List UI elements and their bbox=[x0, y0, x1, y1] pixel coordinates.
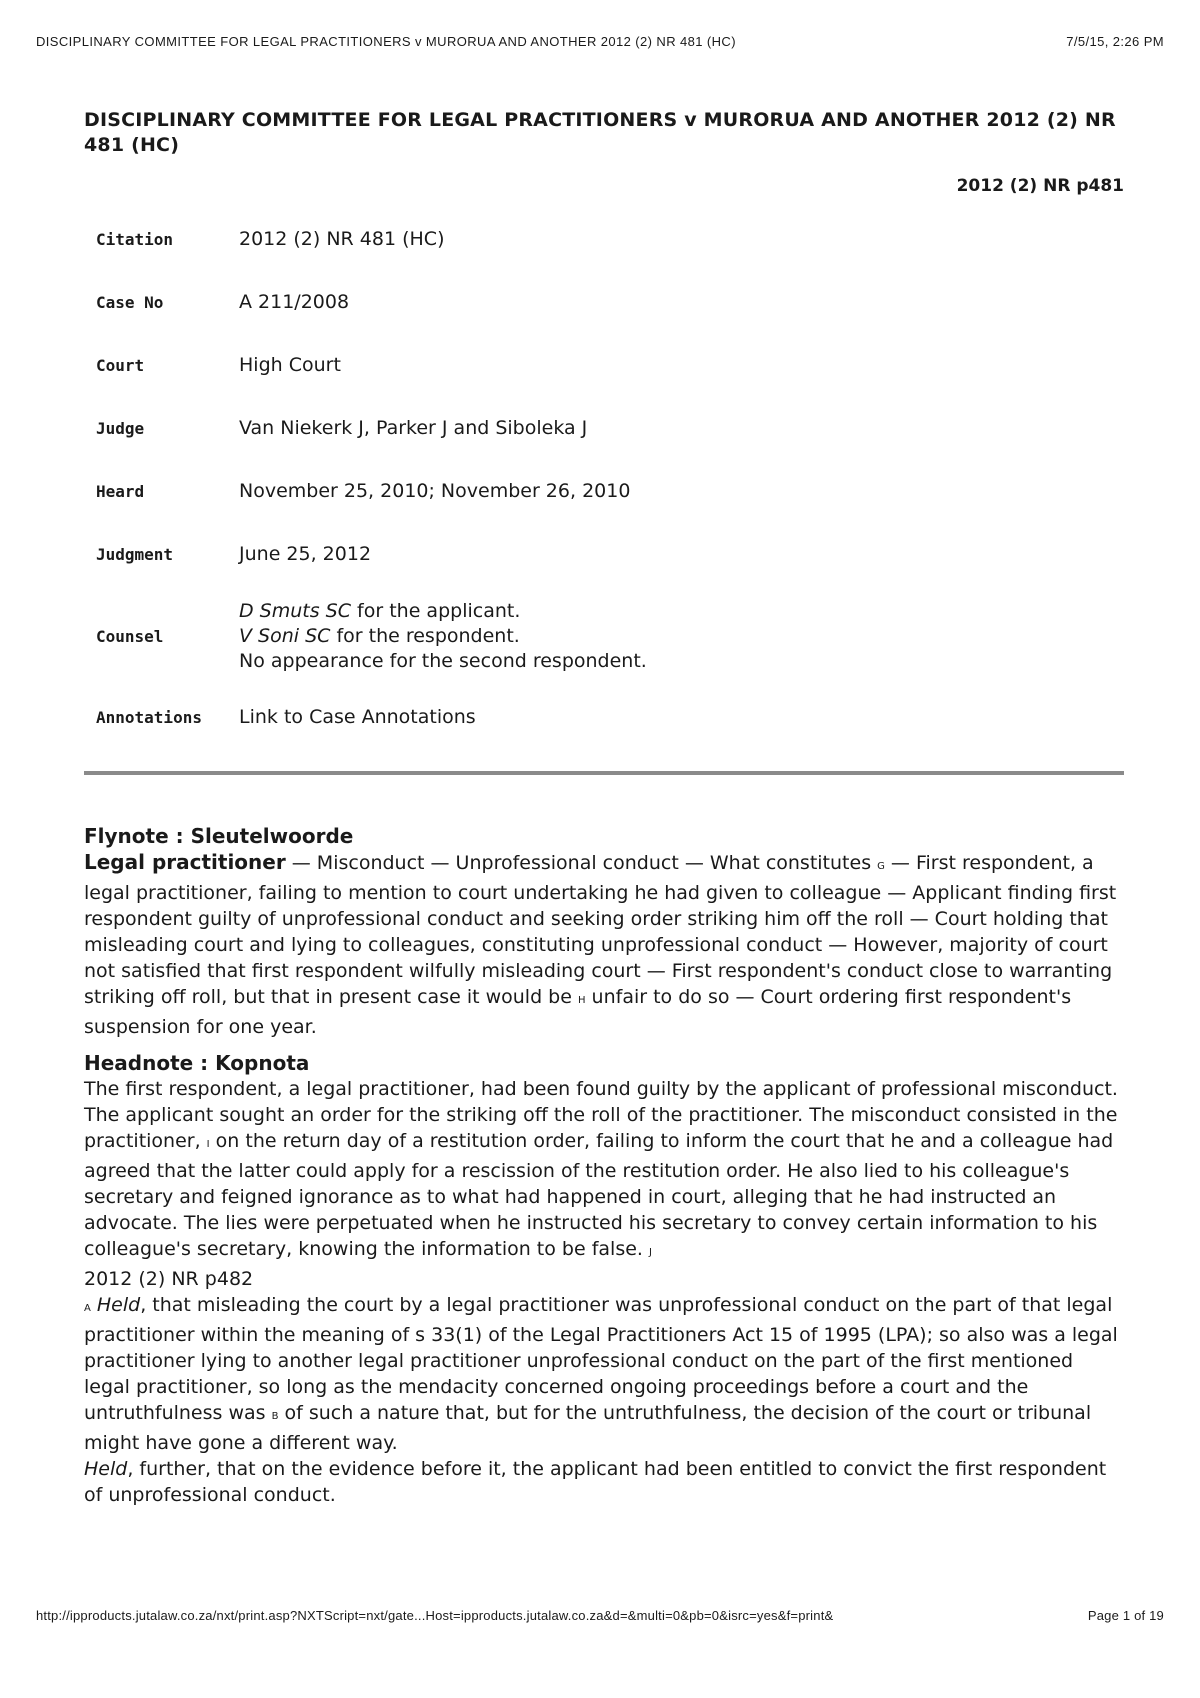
flynote-text-1: — Misconduct — Unprofessional conduct — What constitutes bbox=[285, 852, 878, 874]
counsel-line-1 bbox=[239, 599, 647, 624]
headnote-text-2: on the return day of a restitution order, failing to inform the court that he and a colleague had agreed that the latter could apply for a rescission of the restitution order. He also lied to his colleague's secretary and feigned ignorance as to what had happened in court, alleging that he had instructed an advocate. The lies were perpetuated when he instructed his secretary to convey certain information to his colleague's secretary, knowing the information to be false. bbox=[84, 1130, 1114, 1260]
print-footer-page-number: Page 1 of 19 bbox=[1087, 1608, 1164, 1623]
print-header-title: DISCIPLINARY COMMITTEE FOR LEGAL PRACTITIONERS v MURORUA AND ANOTHER 2012 (2) NR 481 (HC) bbox=[36, 34, 736, 49]
counsel-value bbox=[239, 586, 647, 686]
judgment-label: Judgment bbox=[96, 545, 174, 564]
citation-label: Citation bbox=[96, 230, 174, 249]
held-paragraph-1 bbox=[84, 1292, 1124, 1456]
page-reference: 2012 (2) NR p481 bbox=[956, 176, 1124, 196]
document-title: DISCIPLINARY COMMITTEE FOR LEGAL PRACTITIONERS v MURORUA AND ANOTHER 2012 (2) NR 481 (HC) bbox=[84, 109, 1116, 156]
held-label-1: Held bbox=[96, 1294, 141, 1316]
counsel-line-2 bbox=[239, 624, 647, 649]
heard-value: November 25, 2010; November 26, 2010 bbox=[239, 480, 631, 502]
judge-label: Judge bbox=[96, 419, 145, 438]
counsel-2-role: for the respondent. bbox=[330, 624, 520, 647]
page-reference-2: 2012 (2) NR p482 bbox=[84, 1268, 254, 1290]
case-no-label: Case No bbox=[96, 293, 164, 312]
margin-marker-i: I bbox=[206, 1139, 210, 1150]
annotations-label: Annotations bbox=[96, 708, 202, 727]
metadata-row-annotations bbox=[96, 686, 647, 749]
flynote-text-3: unfair to do so — Court ordering first respondent's suspension for one year. bbox=[84, 986, 1072, 1038]
held-paragraph-2 bbox=[84, 1456, 1124, 1508]
margin-marker-b: B bbox=[271, 1411, 279, 1422]
section-divider bbox=[84, 771, 1124, 775]
counsel-line-3: No appearance for the second respondent. bbox=[239, 649, 647, 672]
margin-marker-a: A bbox=[84, 1303, 91, 1314]
counsel-1-name: D Smuts SC bbox=[239, 599, 351, 622]
court-label: Court bbox=[96, 356, 145, 375]
judgment-value: June 25, 2012 bbox=[239, 543, 372, 565]
print-header-datetime: 7/5/15, 2:26 PM bbox=[1066, 34, 1164, 49]
print-header bbox=[36, 34, 1164, 49]
flynote-heading: Flynote : Sleutelwoorde bbox=[84, 824, 354, 848]
held-label-2: Held bbox=[84, 1458, 128, 1480]
flynote-text-2: — First respondent, a legal practitioner, failing to mention to court undertaking he had given to colleague — Applicant finding first respondent guilty of unprofessional conduct and seeking order striking him off the roll — Court holding that misleading court and lying to colleagues, constituting unprofessional conduct — However, majority of court not satisfied that first respondent wilfully misleading court — First respondent's conduct close to warranting striking off roll, but that in present case it would be bbox=[84, 852, 1117, 1008]
annotations-link[interactable]: Link to Case Annotations bbox=[239, 706, 476, 728]
heard-label: Heard bbox=[96, 482, 145, 501]
case-no-value: A 211/2008 bbox=[239, 291, 350, 313]
document-body bbox=[84, 108, 1124, 1508]
headnote-text-4: of such a nature that, but for the untruthfulness, the decision of the court or tribunal might have gone a different way. bbox=[84, 1402, 1092, 1454]
counsel-label: Counsel bbox=[96, 626, 164, 646]
margin-marker-h: H bbox=[577, 995, 586, 1006]
metadata-row-judgment bbox=[96, 523, 647, 586]
margin-marker-j: J bbox=[649, 1247, 652, 1258]
flynote-lead: Legal practitioner bbox=[84, 850, 286, 874]
print-footer-url: http://ipproducts.jutalaw.co.za/nxt/print.asp?NXTScript=nxt/gate...Host=ipproducts.jutalaw.co.za&d=&multi=0&pb=0&isrc=yes&f=print& bbox=[36, 1608, 834, 1623]
metadata-row-counsel bbox=[96, 586, 647, 686]
court-value: High Court bbox=[239, 354, 341, 376]
counsel-1-role: for the applicant. bbox=[351, 599, 521, 622]
headnote-text-5: , further, that on the evidence before it, the applicant had been entitled to convict the first respondent of unprofessional conduct. bbox=[84, 1458, 1107, 1506]
judge-value: Van Niekerk J, Parker J and Siboleka J bbox=[239, 417, 588, 439]
headnote-text-1: The first respondent, a legal practitioner, had been found guilty by the applicant of professional misconduct. The applicant sought an order for the striking off the roll of the practitioner. The misconduct consisted in the practitioner, bbox=[84, 1078, 1118, 1152]
counsel-2-name: V Soni SC bbox=[239, 624, 331, 647]
metadata-row-citation bbox=[96, 208, 647, 271]
margin-marker-g: G bbox=[877, 861, 885, 872]
metadata-row-heard bbox=[96, 460, 647, 523]
metadata-row-court bbox=[96, 334, 647, 397]
case-metadata-table bbox=[96, 208, 647, 749]
print-footer bbox=[36, 1608, 1164, 1623]
citation-value: 2012 (2) NR 481 (HC) bbox=[239, 228, 445, 250]
metadata-row-judge bbox=[96, 397, 647, 460]
headnote-text bbox=[84, 1076, 1124, 1266]
metadata-row-case-no bbox=[96, 271, 647, 334]
headnote-text-3: , that misleading the court by a legal practitioner was unprofessional conduct on the part of that legal practitioner within the meaning of s 33(1) of the Legal Practitioners Act 15 of 1995 (LPA); so also was a legal practitioner lying to another legal practitioner unprofessional conduct on the part of the first mentioned legal practitioner, so long as the mendacity concerned ongoing proceedings before a court and the untruthfulness was bbox=[84, 1294, 1118, 1424]
headnote-heading: Headnote : Kopnota bbox=[84, 1051, 310, 1075]
flynote-text bbox=[84, 849, 1124, 1040]
